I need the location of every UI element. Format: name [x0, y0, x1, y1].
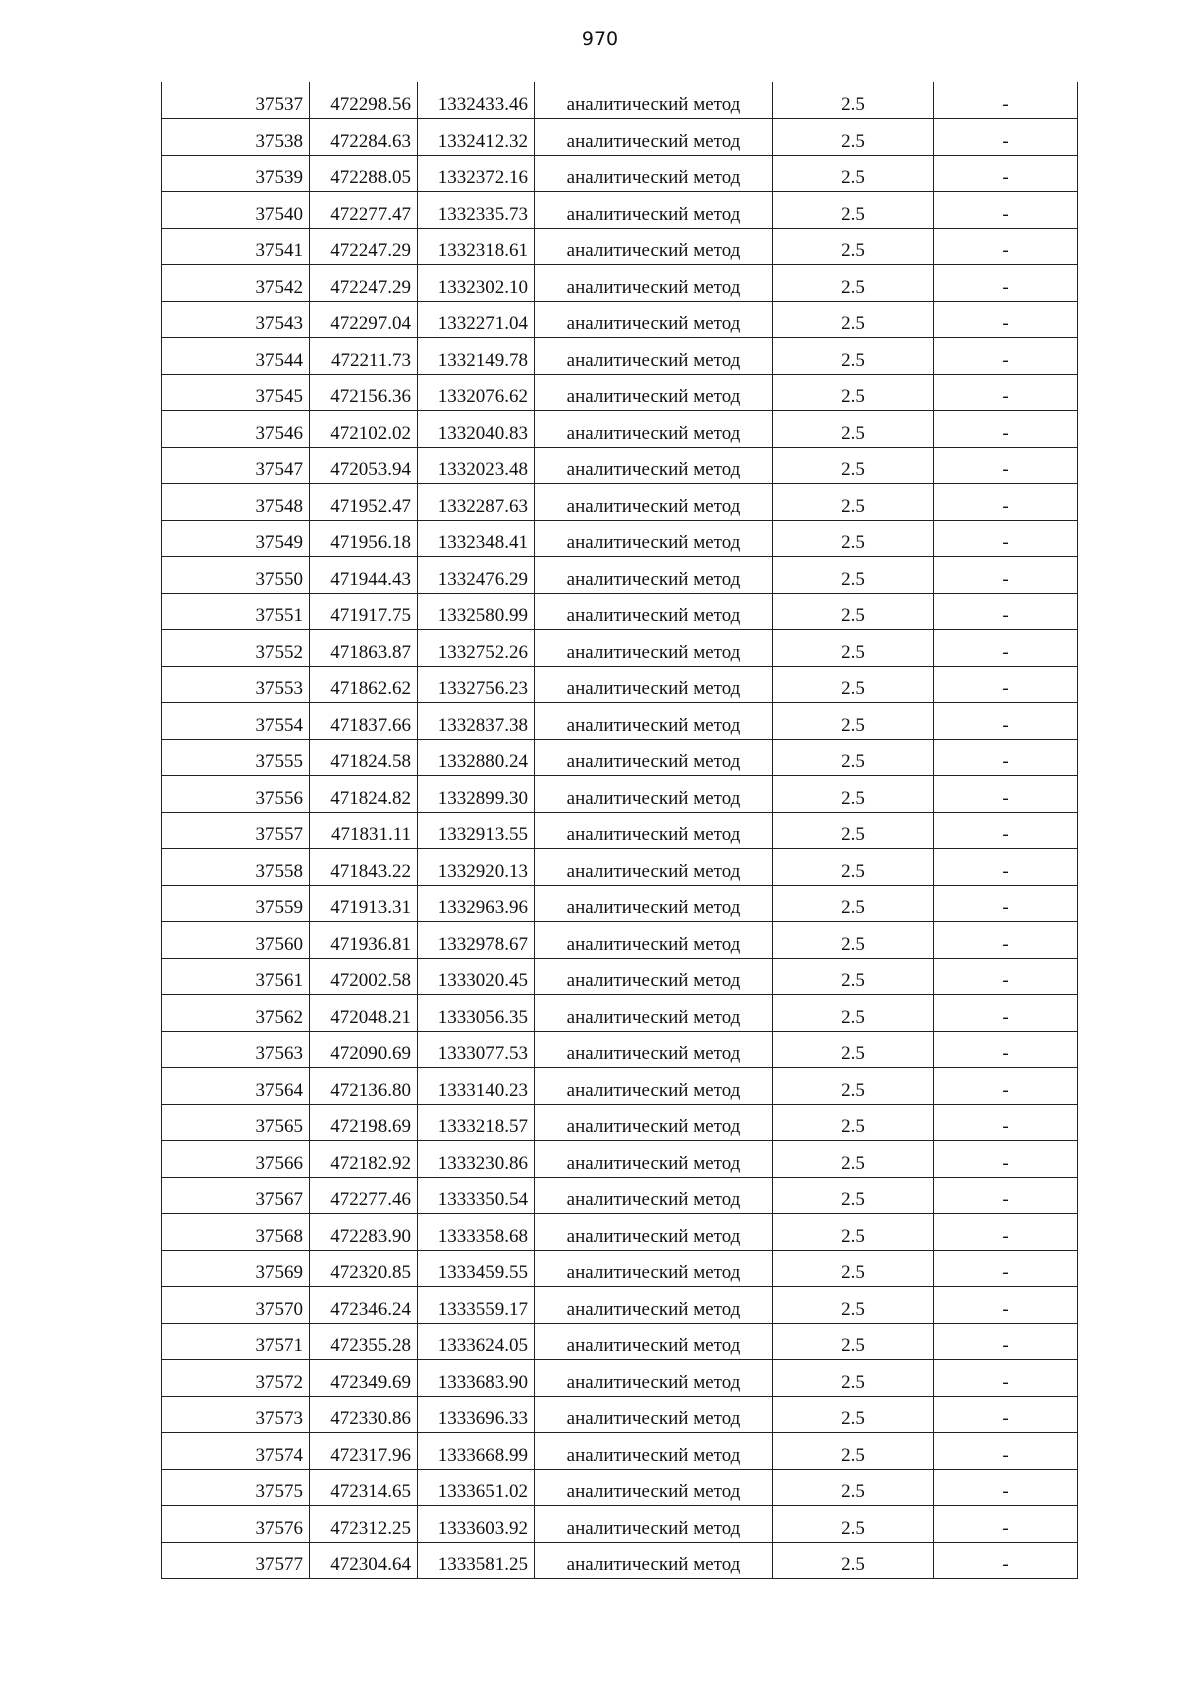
x-coordinate-cell: 472320.85	[310, 1250, 418, 1287]
x-coordinate-cell: 472102.02	[310, 411, 418, 448]
x-coordinate-cell: 472247.29	[310, 228, 418, 265]
y-coordinate-cell: 1332476.29	[418, 557, 535, 594]
method-cell: аналитический метод	[535, 155, 773, 192]
y-coordinate-cell: 1332880.24	[418, 739, 535, 776]
x-coordinate-cell: 472283.90	[310, 1214, 418, 1251]
accuracy-cell: 2.5	[773, 739, 934, 776]
y-coordinate-cell: 1332978.67	[418, 922, 535, 959]
accuracy-cell: 2.5	[773, 849, 934, 886]
y-coordinate-cell: 1332040.83	[418, 411, 535, 448]
method-cell: аналитический метод	[535, 703, 773, 740]
table-row	[162, 1031, 1078, 1068]
table-row	[162, 338, 1078, 375]
y-coordinate-cell: 1332023.48	[418, 447, 535, 484]
table-row	[162, 155, 1078, 192]
table-row	[162, 1469, 1078, 1506]
y-coordinate-cell: 1333230.86	[418, 1141, 535, 1178]
page-number: 970	[581, 28, 619, 50]
x-coordinate-cell: 472090.69	[310, 1031, 418, 1068]
accuracy-cell: 2.5	[773, 1068, 934, 1105]
point-number-cell: 37540	[162, 192, 310, 229]
x-coordinate-cell: 471952.47	[310, 484, 418, 521]
point-number-cell: 37554	[162, 703, 310, 740]
table-row	[162, 958, 1078, 995]
point-number-cell: 37568	[162, 1214, 310, 1251]
note-cell: -	[934, 484, 1078, 521]
y-coordinate-cell: 1333077.53	[418, 1031, 535, 1068]
table-row	[162, 411, 1078, 448]
y-coordinate-cell: 1332963.96	[418, 885, 535, 922]
point-number-cell: 37546	[162, 411, 310, 448]
y-coordinate-cell: 1333140.23	[418, 1068, 535, 1105]
table-body	[162, 82, 1078, 1579]
accuracy-cell: 2.5	[773, 1396, 934, 1433]
y-coordinate-cell: 1333624.05	[418, 1323, 535, 1360]
point-number-cell: 37570	[162, 1287, 310, 1324]
accuracy-cell: 2.5	[773, 1506, 934, 1543]
point-number-cell: 37557	[162, 812, 310, 849]
y-coordinate-cell: 1333020.45	[418, 958, 535, 995]
note-cell: -	[934, 739, 1078, 776]
x-coordinate-cell: 471824.82	[310, 776, 418, 813]
x-coordinate-cell: 472288.05	[310, 155, 418, 192]
method-cell: аналитический метод	[535, 1214, 773, 1251]
table-row	[162, 1506, 1078, 1543]
coordinates-table	[161, 82, 1078, 1579]
note-cell: -	[934, 1104, 1078, 1141]
point-number-cell: 37541	[162, 228, 310, 265]
note-cell: -	[934, 1542, 1078, 1579]
accuracy-cell: 2.5	[773, 995, 934, 1032]
method-cell: аналитический метод	[535, 301, 773, 338]
y-coordinate-cell: 1332372.16	[418, 155, 535, 192]
accuracy-cell: 2.5	[773, 703, 934, 740]
y-coordinate-cell: 1332302.10	[418, 265, 535, 302]
table-row	[162, 192, 1078, 229]
method-cell: аналитический метод	[535, 776, 773, 813]
method-cell: аналитический метод	[535, 885, 773, 922]
point-number-cell: 37576	[162, 1506, 310, 1543]
note-cell: -	[934, 557, 1078, 594]
table-row	[162, 1214, 1078, 1251]
method-cell: аналитический метод	[535, 484, 773, 521]
table-row	[162, 228, 1078, 265]
y-coordinate-cell: 1332271.04	[418, 301, 535, 338]
note-cell: -	[934, 885, 1078, 922]
method-cell: аналитический метод	[535, 630, 773, 667]
accuracy-cell: 2.5	[773, 338, 934, 375]
x-coordinate-cell: 471936.81	[310, 922, 418, 959]
method-cell: аналитический метод	[535, 958, 773, 995]
note-cell: -	[934, 630, 1078, 667]
table-row	[162, 1287, 1078, 1324]
point-number-cell: 37572	[162, 1360, 310, 1397]
y-coordinate-cell: 1333559.17	[418, 1287, 535, 1324]
y-coordinate-cell: 1333459.55	[418, 1250, 535, 1287]
accuracy-cell: 2.5	[773, 1323, 934, 1360]
point-number-cell: 37559	[162, 885, 310, 922]
x-coordinate-cell: 471944.43	[310, 557, 418, 594]
point-number-cell: 37551	[162, 593, 310, 630]
accuracy-cell: 2.5	[773, 666, 934, 703]
x-coordinate-cell: 472314.65	[310, 1469, 418, 1506]
x-coordinate-cell: 472002.58	[310, 958, 418, 995]
method-cell: аналитический метод	[535, 1177, 773, 1214]
accuracy-cell: 2.5	[773, 192, 934, 229]
method-cell: аналитический метод	[535, 228, 773, 265]
note-cell: -	[934, 374, 1078, 411]
note-cell: -	[934, 338, 1078, 375]
method-cell: аналитический метод	[535, 119, 773, 156]
table-row	[162, 739, 1078, 776]
note-cell: -	[934, 1396, 1078, 1433]
method-cell: аналитический метод	[535, 666, 773, 703]
note-cell: -	[934, 119, 1078, 156]
accuracy-cell: 2.5	[773, 1104, 934, 1141]
accuracy-cell: 2.5	[773, 447, 934, 484]
point-number-cell: 37562	[162, 995, 310, 1032]
note-cell: -	[934, 1323, 1078, 1360]
y-coordinate-cell: 1333603.92	[418, 1506, 535, 1543]
x-coordinate-cell: 471843.22	[310, 849, 418, 886]
table-row	[162, 1177, 1078, 1214]
table-row	[162, 1104, 1078, 1141]
x-coordinate-cell: 472355.28	[310, 1323, 418, 1360]
table-row	[162, 812, 1078, 849]
note-cell: -	[934, 1214, 1078, 1251]
x-coordinate-cell: 472346.24	[310, 1287, 418, 1324]
x-coordinate-cell: 471824.58	[310, 739, 418, 776]
note-cell: -	[934, 192, 1078, 229]
accuracy-cell: 2.5	[773, 1141, 934, 1178]
method-cell: аналитический метод	[535, 812, 773, 849]
accuracy-cell: 2.5	[773, 265, 934, 302]
point-number-cell: 37577	[162, 1542, 310, 1579]
y-coordinate-cell: 1332287.63	[418, 484, 535, 521]
table-row	[162, 520, 1078, 557]
y-coordinate-cell: 1333218.57	[418, 1104, 535, 1141]
y-coordinate-cell: 1333696.33	[418, 1396, 535, 1433]
accuracy-cell: 2.5	[773, 557, 934, 594]
point-number-cell: 37574	[162, 1433, 310, 1470]
y-coordinate-cell: 1333651.02	[418, 1469, 535, 1506]
point-number-cell: 37543	[162, 301, 310, 338]
method-cell: аналитический метод	[535, 411, 773, 448]
x-coordinate-cell: 471917.75	[310, 593, 418, 630]
point-number-cell: 37569	[162, 1250, 310, 1287]
point-number-cell: 37547	[162, 447, 310, 484]
accuracy-cell: 2.5	[773, 1031, 934, 1068]
note-cell: -	[934, 1433, 1078, 1470]
x-coordinate-cell: 472182.92	[310, 1141, 418, 1178]
method-cell: аналитический метод	[535, 1396, 773, 1433]
method-cell: аналитический метод	[535, 1287, 773, 1324]
accuracy-cell: 2.5	[773, 1177, 934, 1214]
y-coordinate-cell: 1332335.73	[418, 192, 535, 229]
accuracy-cell: 2.5	[773, 82, 934, 119]
accuracy-cell: 2.5	[773, 1469, 934, 1506]
x-coordinate-cell: 472198.69	[310, 1104, 418, 1141]
method-cell: аналитический метод	[535, 1469, 773, 1506]
note-cell: -	[934, 1250, 1078, 1287]
accuracy-cell: 2.5	[773, 1542, 934, 1579]
table-row	[162, 666, 1078, 703]
point-number-cell: 37558	[162, 849, 310, 886]
x-coordinate-cell: 472330.86	[310, 1396, 418, 1433]
x-coordinate-cell: 472349.69	[310, 1360, 418, 1397]
method-cell: аналитический метод	[535, 338, 773, 375]
note-cell: -	[934, 228, 1078, 265]
method-cell: аналитический метод	[535, 265, 773, 302]
y-coordinate-cell: 1333358.68	[418, 1214, 535, 1251]
method-cell: аналитический метод	[535, 520, 773, 557]
method-cell: аналитический метод	[535, 1433, 773, 1470]
note-cell: -	[934, 1177, 1078, 1214]
point-number-cell: 37539	[162, 155, 310, 192]
point-number-cell: 37571	[162, 1323, 310, 1360]
table-row	[162, 776, 1078, 813]
x-coordinate-cell: 472298.56	[310, 82, 418, 119]
point-number-cell: 37561	[162, 958, 310, 995]
y-coordinate-cell: 1333581.25	[418, 1542, 535, 1579]
x-coordinate-cell: 471863.87	[310, 630, 418, 667]
point-number-cell: 37549	[162, 520, 310, 557]
table-row	[162, 484, 1078, 521]
table-row	[162, 447, 1078, 484]
method-cell: аналитический метод	[535, 192, 773, 229]
note-cell: -	[934, 1360, 1078, 1397]
y-coordinate-cell: 1333683.90	[418, 1360, 535, 1397]
accuracy-cell: 2.5	[773, 812, 934, 849]
accuracy-cell: 2.5	[773, 301, 934, 338]
x-coordinate-cell: 471862.62	[310, 666, 418, 703]
table-row	[162, 1396, 1078, 1433]
method-cell: аналитический метод	[535, 374, 773, 411]
x-coordinate-cell: 472136.80	[310, 1068, 418, 1105]
note-cell: -	[934, 995, 1078, 1032]
accuracy-cell: 2.5	[773, 374, 934, 411]
note-cell: -	[934, 922, 1078, 959]
method-cell: аналитический метод	[535, 1141, 773, 1178]
method-cell: аналитический метод	[535, 593, 773, 630]
point-number-cell: 37548	[162, 484, 310, 521]
note-cell: -	[934, 1469, 1078, 1506]
x-coordinate-cell: 472277.47	[310, 192, 418, 229]
point-number-cell: 37552	[162, 630, 310, 667]
table-row	[162, 1360, 1078, 1397]
x-coordinate-cell: 471837.66	[310, 703, 418, 740]
point-number-cell: 37564	[162, 1068, 310, 1105]
note-cell: -	[934, 301, 1078, 338]
method-cell: аналитический метод	[535, 1068, 773, 1105]
note-cell: -	[934, 703, 1078, 740]
x-coordinate-cell: 472048.21	[310, 995, 418, 1032]
note-cell: -	[934, 776, 1078, 813]
table-row	[162, 1141, 1078, 1178]
method-cell: аналитический метод	[535, 1031, 773, 1068]
method-cell: аналитический метод	[535, 557, 773, 594]
accuracy-cell: 2.5	[773, 958, 934, 995]
point-number-cell: 37555	[162, 739, 310, 776]
x-coordinate-cell: 472247.29	[310, 265, 418, 302]
y-coordinate-cell: 1332318.61	[418, 228, 535, 265]
accuracy-cell: 2.5	[773, 228, 934, 265]
method-cell: аналитический метод	[535, 922, 773, 959]
method-cell: аналитический метод	[535, 1360, 773, 1397]
accuracy-cell: 2.5	[773, 630, 934, 667]
note-cell: -	[934, 666, 1078, 703]
accuracy-cell: 2.5	[773, 1287, 934, 1324]
note-cell: -	[934, 265, 1078, 302]
x-coordinate-cell: 472211.73	[310, 338, 418, 375]
y-coordinate-cell: 1332580.99	[418, 593, 535, 630]
method-cell: аналитический метод	[535, 1506, 773, 1543]
note-cell: -	[934, 593, 1078, 630]
table-row	[162, 995, 1078, 1032]
point-number-cell: 37556	[162, 776, 310, 813]
table-row	[162, 1323, 1078, 1360]
table-row	[162, 119, 1078, 156]
table-row	[162, 1250, 1078, 1287]
accuracy-cell: 2.5	[773, 885, 934, 922]
y-coordinate-cell: 1332756.23	[418, 666, 535, 703]
note-cell: -	[934, 411, 1078, 448]
y-coordinate-cell: 1332899.30	[418, 776, 535, 813]
method-cell: аналитический метод	[535, 995, 773, 1032]
x-coordinate-cell: 472156.36	[310, 374, 418, 411]
x-coordinate-cell: 472277.46	[310, 1177, 418, 1214]
table-row	[162, 593, 1078, 630]
method-cell: аналитический метод	[535, 1542, 773, 1579]
accuracy-cell: 2.5	[773, 155, 934, 192]
accuracy-cell: 2.5	[773, 922, 934, 959]
accuracy-cell: 2.5	[773, 776, 934, 813]
table-row	[162, 922, 1078, 959]
x-coordinate-cell: 472317.96	[310, 1433, 418, 1470]
x-coordinate-cell: 471913.31	[310, 885, 418, 922]
table-row	[162, 849, 1078, 886]
y-coordinate-cell: 1332433.46	[418, 82, 535, 119]
accuracy-cell: 2.5	[773, 1214, 934, 1251]
y-coordinate-cell: 1332837.38	[418, 703, 535, 740]
x-coordinate-cell: 472304.64	[310, 1542, 418, 1579]
point-number-cell: 37575	[162, 1469, 310, 1506]
note-cell: -	[934, 520, 1078, 557]
method-cell: аналитический метод	[535, 447, 773, 484]
method-cell: аналитический метод	[535, 739, 773, 776]
point-number-cell: 37538	[162, 119, 310, 156]
accuracy-cell: 2.5	[773, 1250, 934, 1287]
table-row	[162, 1433, 1078, 1470]
accuracy-cell: 2.5	[773, 593, 934, 630]
table-row	[162, 557, 1078, 594]
note-cell: -	[934, 1141, 1078, 1178]
note-cell: -	[934, 1287, 1078, 1324]
y-coordinate-cell: 1333056.35	[418, 995, 535, 1032]
point-number-cell: 37545	[162, 374, 310, 411]
accuracy-cell: 2.5	[773, 411, 934, 448]
note-cell: -	[934, 1068, 1078, 1105]
method-cell: аналитический метод	[535, 1250, 773, 1287]
y-coordinate-cell: 1333350.54	[418, 1177, 535, 1214]
table-row	[162, 703, 1078, 740]
y-coordinate-cell: 1332752.26	[418, 630, 535, 667]
point-number-cell: 37542	[162, 265, 310, 302]
table-row	[162, 1542, 1078, 1579]
method-cell: аналитический метод	[535, 849, 773, 886]
table-row	[162, 82, 1078, 119]
accuracy-cell: 2.5	[773, 484, 934, 521]
y-coordinate-cell: 1332348.41	[418, 520, 535, 557]
x-coordinate-cell: 472312.25	[310, 1506, 418, 1543]
x-coordinate-cell: 472284.63	[310, 119, 418, 156]
note-cell: -	[934, 849, 1078, 886]
point-number-cell: 37550	[162, 557, 310, 594]
y-coordinate-cell: 1332412.32	[418, 119, 535, 156]
accuracy-cell: 2.5	[773, 520, 934, 557]
x-coordinate-cell: 471956.18	[310, 520, 418, 557]
y-coordinate-cell: 1332913.55	[418, 812, 535, 849]
point-number-cell: 37567	[162, 1177, 310, 1214]
note-cell: -	[934, 1031, 1078, 1068]
point-number-cell: 37566	[162, 1141, 310, 1178]
table-row	[162, 301, 1078, 338]
note-cell: -	[934, 1506, 1078, 1543]
note-cell: -	[934, 958, 1078, 995]
x-coordinate-cell: 471831.11	[310, 812, 418, 849]
note-cell: -	[934, 82, 1078, 119]
accuracy-cell: 2.5	[773, 1433, 934, 1470]
accuracy-cell: 2.5	[773, 119, 934, 156]
x-coordinate-cell: 472297.04	[310, 301, 418, 338]
accuracy-cell: 2.5	[773, 1360, 934, 1397]
note-cell: -	[934, 155, 1078, 192]
method-cell: аналитический метод	[535, 1104, 773, 1141]
y-coordinate-cell: 1332076.62	[418, 374, 535, 411]
note-cell: -	[934, 447, 1078, 484]
point-number-cell: 37573	[162, 1396, 310, 1433]
point-number-cell: 37537	[162, 82, 310, 119]
table-row	[162, 265, 1078, 302]
x-coordinate-cell: 472053.94	[310, 447, 418, 484]
note-cell: -	[934, 812, 1078, 849]
point-number-cell: 37560	[162, 922, 310, 959]
y-coordinate-cell: 1332920.13	[418, 849, 535, 886]
point-number-cell: 37544	[162, 338, 310, 375]
table-row	[162, 630, 1078, 667]
method-cell: аналитический метод	[535, 82, 773, 119]
table-row	[162, 1068, 1078, 1105]
method-cell: аналитический метод	[535, 1323, 773, 1360]
point-number-cell: 37563	[162, 1031, 310, 1068]
point-number-cell: 37553	[162, 666, 310, 703]
table-row	[162, 374, 1078, 411]
point-number-cell: 37565	[162, 1104, 310, 1141]
table-row	[162, 885, 1078, 922]
y-coordinate-cell: 1332149.78	[418, 338, 535, 375]
y-coordinate-cell: 1333668.99	[418, 1433, 535, 1470]
